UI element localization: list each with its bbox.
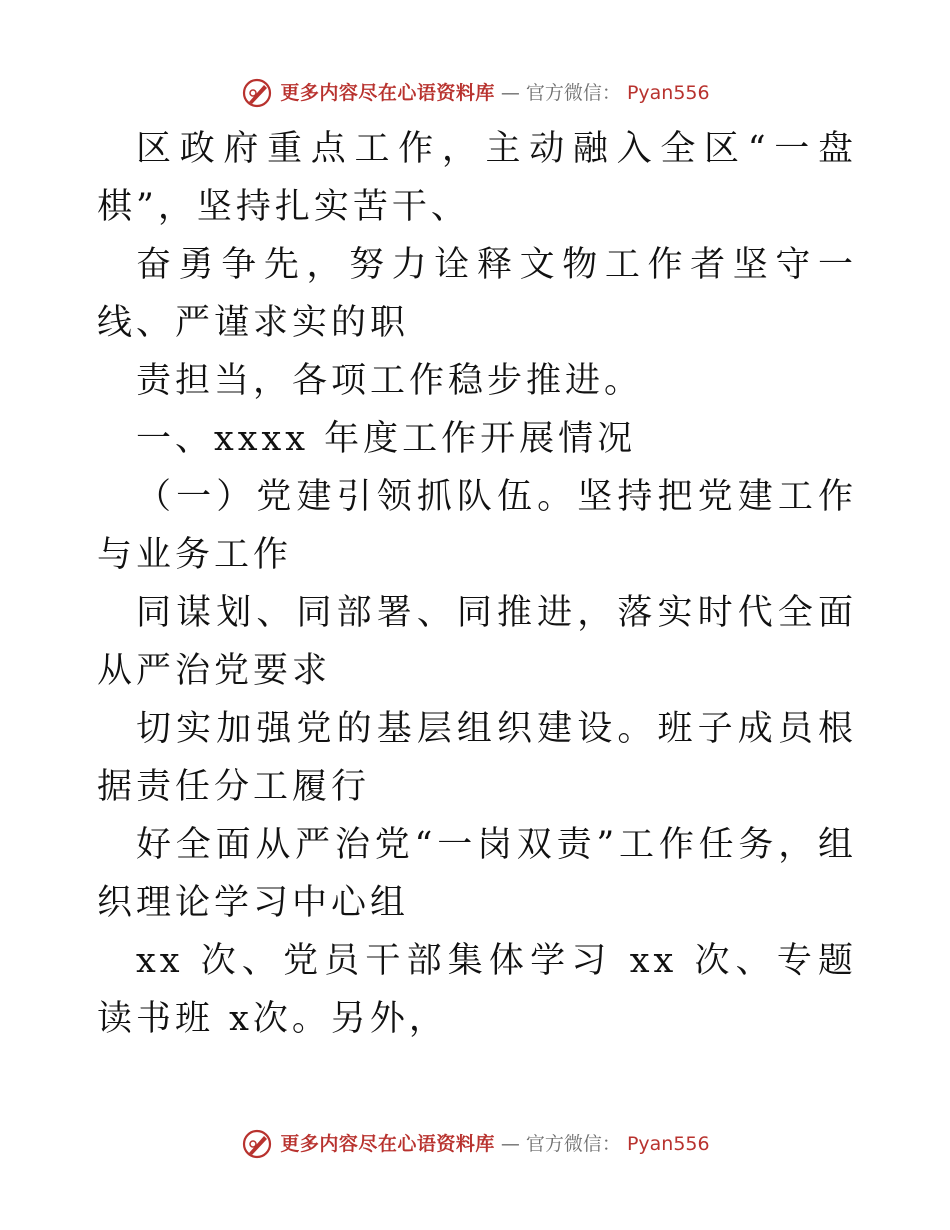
watermark-main-text: 更多内容尽在心语资料库 [280, 82, 495, 104]
document-body [97, 120, 857, 1048]
paragraph: xx 次、党员干部集体学习 xx 次、专题读书班 x次。另外， [97, 941, 857, 1039]
paragraph: 好全面从严治党“一岗双责”工作任务，组织理论学习中心组 [97, 825, 857, 923]
paragraph: 切实加强党的基层组织建设。班子成员根据责任分工履行 [97, 709, 857, 807]
pen-logo-icon [240, 1127, 274, 1161]
watermark-dash: — [500, 1133, 520, 1155]
watermark-footer [0, 1127, 950, 1161]
paragraph: 同谋划、同部署、同推进，落实时代全面从严治党要求 [97, 593, 857, 691]
section-heading: 一、xxxx 年度工作开展情况 [136, 419, 637, 459]
watermark-label: 官方微信： [525, 1133, 621, 1155]
watermark-header [0, 76, 950, 110]
pen-logo-icon [240, 76, 274, 110]
paragraph: 奋勇争先，努力诠释文物工作者坚守一线、严谨求实的职 [97, 245, 857, 343]
paragraph: 责担当，各项工作稳步推进。 [136, 361, 644, 401]
watermark-wechat-id: Pyan556 [626, 82, 710, 104]
watermark-wechat-id: Pyan556 [626, 1133, 710, 1155]
paragraph: （一）党建引领抓队伍。坚持把党建工作与业务工作 [97, 477, 857, 575]
watermark-main-text: 更多内容尽在心语资料库 [280, 1133, 495, 1155]
watermark-label: 官方微信： [525, 82, 621, 104]
watermark-dash: — [500, 82, 520, 104]
paragraph: 区政府重点工作，主动融入全区“一盘棋”，坚持扎实苦干、 [97, 129, 857, 227]
